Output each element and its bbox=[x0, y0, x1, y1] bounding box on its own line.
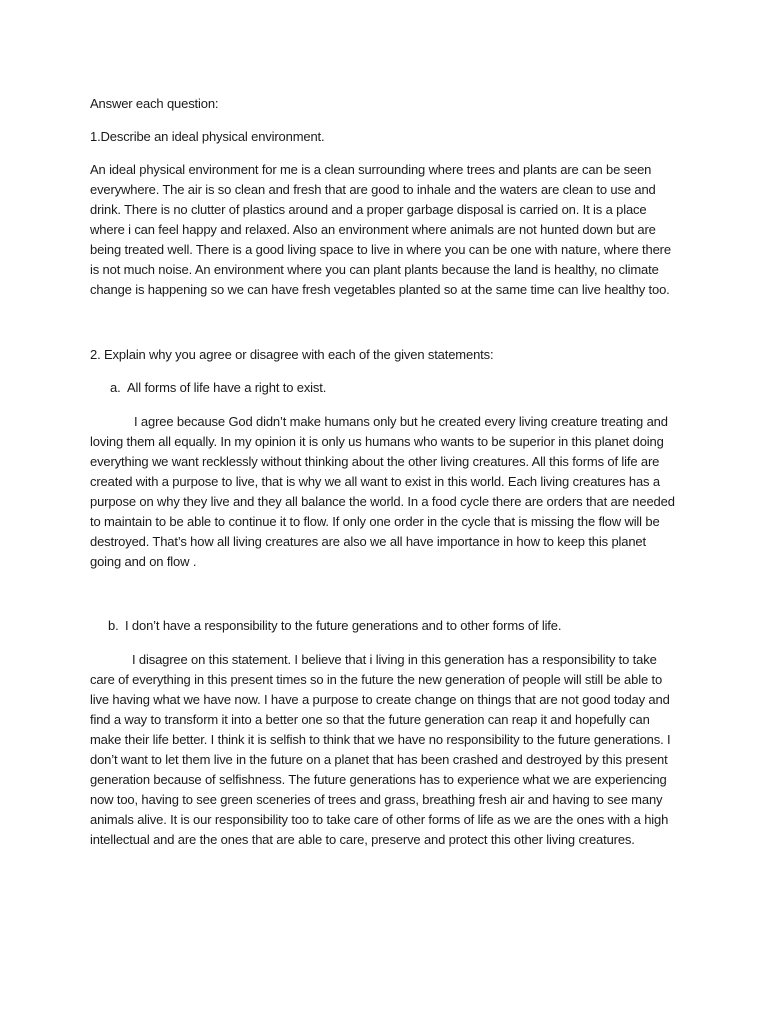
question-1-answer: An ideal physical environment for me is a clean surrounding where trees and plants are can be seen everywhere. The air is so clean and fresh that are good to inhale and the waters are clean to use and drink. There is no clutter of plastics around and a proper garbage disposal is carried on. It is a place where i can feel happy and relaxed. Also an environment where animals are not hunted down but are being treated well. There is a good living space to live in where you can be one with nature, where there is not much noise. An environment where you can plant plants because the land is healthy, no climate change is happening so we can have fresh vegetables planted so at the same time can live healthy too. bbox=[90, 162, 671, 297]
statement-a-text: All forms of life have a right to exist. bbox=[127, 380, 327, 395]
question-1-heading: 1.Describe an ideal physical environment. bbox=[90, 129, 325, 144]
statement-b-answer-text: I disagree on this statement. I believe that i living in this generation has a responsibility to take care of everything in this present times so in the future the new generation of people will still be able to live having what we have now. I have a purpose to create change on things that are not good today and find a way to transform it into a better one so that the future generation can reap it and hopefully can make their life better. I think it is selfish to think that we have no responsibility to the future generations. I don’t want to let them live in the future on a planet that has been crashed and destroyed by this present generation because of selfishness. The future generations has to experience what we are experiencing now too, having to see green sceneries of trees and grass, breathing fresh air and having to see many animals alive. It is our responsibility too to take care of other forms of life as we are the ones with a high intellectual and are the ones that are able to care, preserve and protect this other living creatures. bbox=[90, 652, 671, 847]
statement-a-answer-text: I agree because God didn’t make humans only but he created every living creature treating and loving them all equally. In my opinion it is only us humans who wants to be superior in this planet doing everything we want recklessly without thinking about the other living creatures. All this forms of life are created with a purpose to live, that is why we all want to exist in this world. Each living creatures has a purpose on why they live and they all balance the world. In a food cycle there are orders that are needed to maintain to be able to continue it to flow. If only one order in the cycle that is missing the flow will be destroyed. That’s how all living creatures are also we all have importance in how to keep this planet going and on flow . bbox=[90, 414, 675, 569]
instruction-text: Answer each question: bbox=[90, 96, 219, 111]
statement-b-marker: b. bbox=[108, 618, 119, 633]
statement-a-answer bbox=[90, 412, 680, 572]
question-2-heading: 2. Explain why you agree or disagree with each of the given statements: bbox=[90, 347, 494, 362]
statement-b-text: I don’t have a responsibility to the future generations and to other forms of life. bbox=[125, 618, 562, 633]
statement-a-marker: a. bbox=[110, 380, 121, 395]
statement-b bbox=[108, 616, 561, 636]
statement-b-answer bbox=[90, 650, 680, 850]
statement-a bbox=[110, 378, 326, 398]
